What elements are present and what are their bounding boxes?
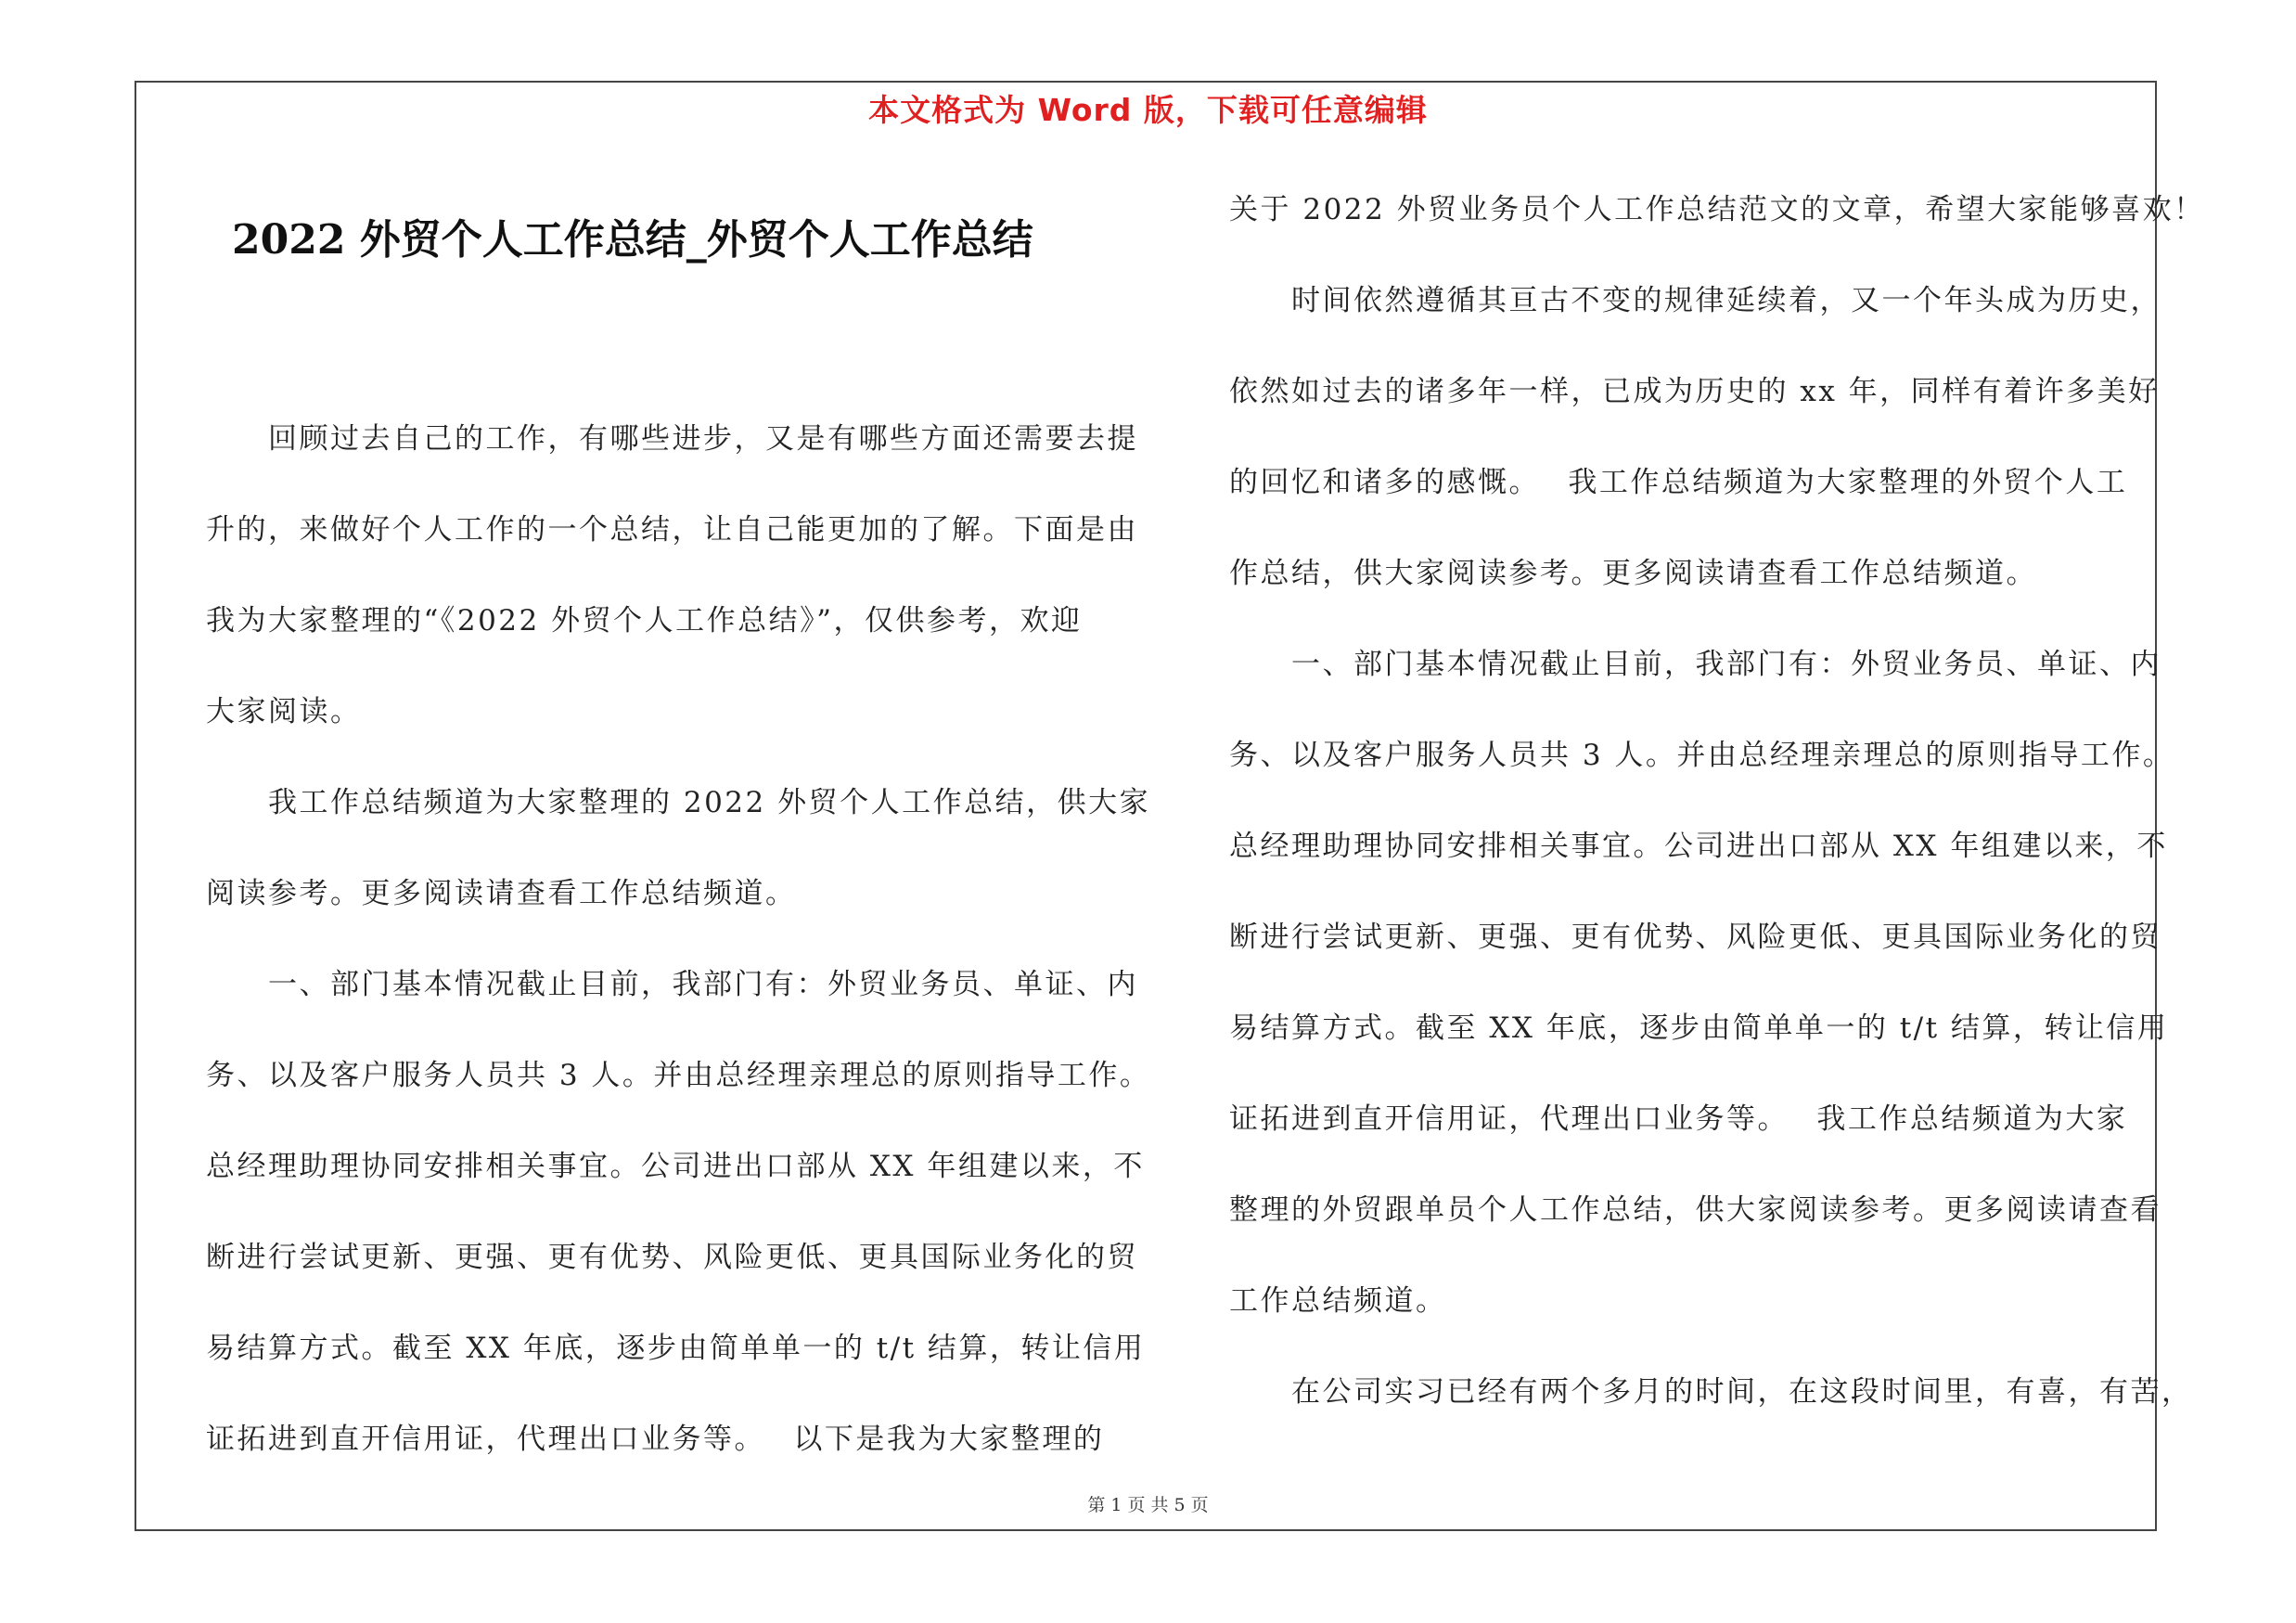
body-line: 我工作总结频道为大家整理的 2022 外贸个人工作总结，供大家 <box>206 786 1151 819</box>
body-line: 易结算方式。截至 XX 年底，逐步由简单单一的 t/t 结算，转让信用 <box>1229 1011 2169 1045</box>
body-line: 依然如过去的诸多年一样，已成为历史的 xx 年，同样有着许多美好 <box>1229 375 2160 408</box>
body-line: 一、部门基本情况截止目前，我部门有：外贸业务员、单证、内 <box>206 968 1138 1001</box>
body-line: 证拓进到直开信用证，代理出口业务等。 以下是我为大家整理的 <box>206 1423 1105 1456</box>
body-line: 务、以及客户服务人员共 3 人。并由总经理亲理总的原则指导工作。 <box>1229 739 2174 772</box>
body-line: 升的，来做好个人工作的一个总结，让自己能更加的了解。下面是由 <box>206 513 1138 547</box>
body-line: 断进行尝试更新、更强、更有优势、风险更低、更具国际业务化的贸 <box>206 1241 1138 1274</box>
body-line: 时间依然遵循其亘古不变的规律延续着，又一个年头成为历史， <box>1229 284 2161 317</box>
body-line: 证拓进到直开信用证，代理出口业务等。 我工作总结频道为大家 <box>1229 1102 2128 1136</box>
document-title: 2022 外贸个人工作总结_外贸个人工作总结 <box>232 216 1033 264</box>
body-line: 回顾过去自己的工作，有哪些进步，又是有哪些方面还需要去提 <box>206 422 1138 456</box>
body-line: 断进行尝试更新、更强、更有优势、风险更低、更具国际业务化的贸 <box>1229 921 2161 954</box>
body-line: 整理的外贸跟单员个人工作总结，供大家阅读参考。更多阅读请查看 <box>1229 1193 2161 1227</box>
body-line: 阅读参考。更多阅读请查看工作总结频道。 <box>206 877 797 910</box>
body-line: 我为大家整理的“《2022 外贸个人工作总结》”，仅供参考，欢迎 <box>206 604 1083 638</box>
editable-notice-banner: 本文格式为 Word 版，下载可任意编辑 <box>868 92 1428 128</box>
body-line: 总经理助理协同安排相关事宜。公司进出口部从 XX 年组建以来，不 <box>206 1150 1145 1183</box>
body-line: 作总结，供大家阅读参考。更多阅读请查看工作总结频道。 <box>1229 557 2037 590</box>
body-line: 易结算方式。截至 XX 年底，逐步由简单单一的 t/t 结算，转让信用 <box>206 1332 1146 1365</box>
body-line: 工作总结频道。 <box>1229 1284 1447 1318</box>
body-line: 总经理助理协同安排相关事宜。公司进出口部从 XX 年组建以来，不 <box>1229 830 2168 863</box>
page-number-footer: 第 1 页 共 5 页 <box>1087 1495 1209 1515</box>
body-line: 的回忆和诸多的感慨。 我工作总结频道为大家整理的外贸个人工 <box>1229 466 2128 499</box>
body-line: 一、部门基本情况截止目前，我部门有：外贸业务员、单证、内 <box>1229 648 2161 681</box>
body-line: 关于 2022 外贸业务员个人工作总结范文的文章，希望大家能够喜欢！ <box>1229 193 2205 226</box>
body-line: 大家阅读。 <box>206 695 362 728</box>
body-line: 在公司实习已经有两个多月的时间，在这段时间里，有喜，有苦， <box>1229 1375 2193 1409</box>
body-line: 务、以及客户服务人员共 3 人。并由总经理亲理总的原则指导工作。 <box>206 1059 1151 1092</box>
